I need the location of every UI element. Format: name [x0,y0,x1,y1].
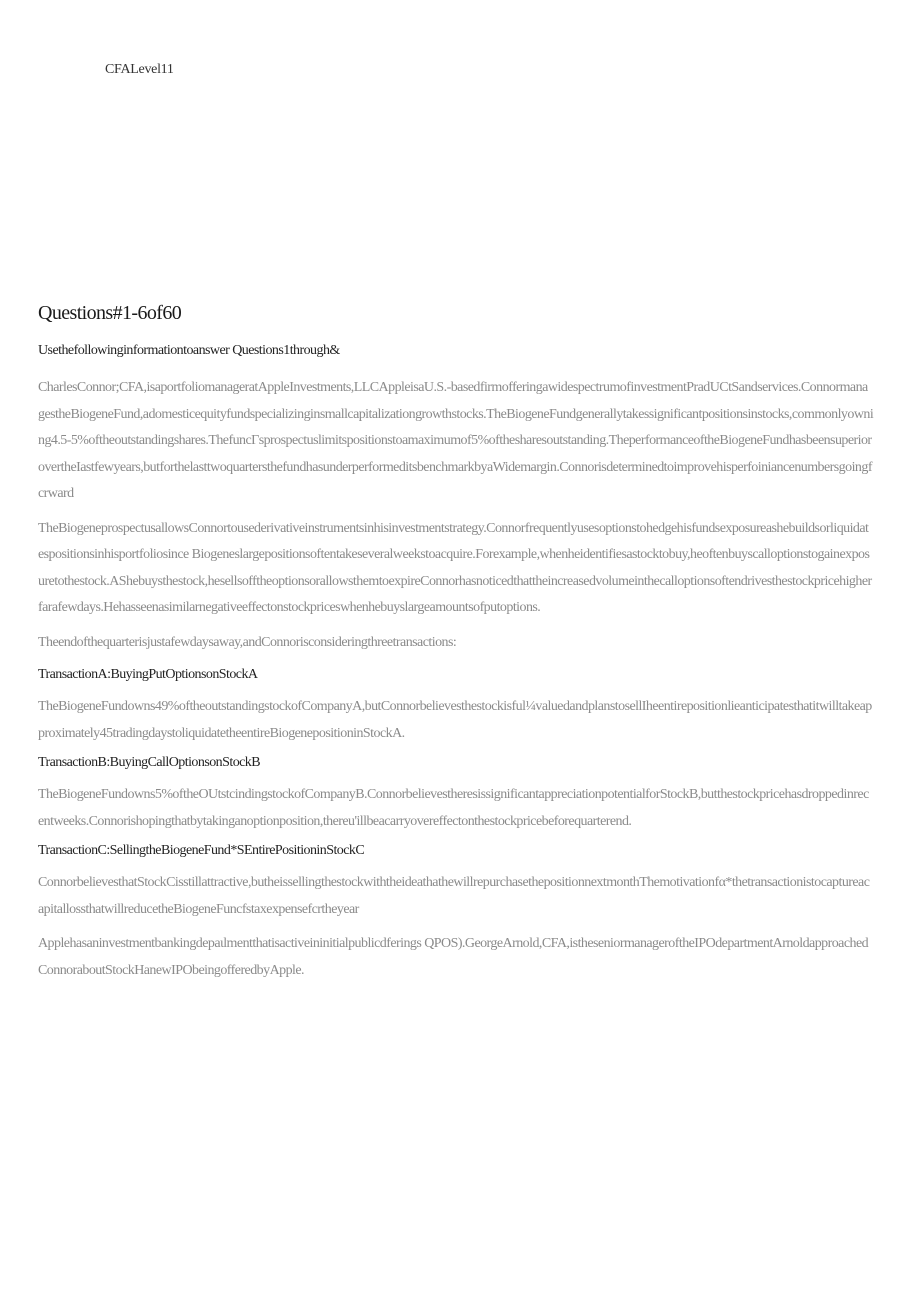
transaction-a-heading: TransactionA:BuyingPutOptionsonStockA [38,667,258,682]
transaction-a-body: TheBiogeneFundowns49%oftheoutstandingstockofCompanyA,butConnorbelievesthestockisful¼valuedandplanstosellIheentirepositionlieanticipatesthatitwilltakeapproximately45tradingdaystoliquidatetheentireBiogenepositioninStockA. [38,699,872,741]
transaction-c-heading: TransactionC:SellingtheBiogeneFund*SEntirePositioninStockC [38,843,365,858]
intro-instruction: Usethefollowinginformationtoanswer Questions1through& [38,343,340,358]
transaction-b-heading: TransactionB:BuyingCallOptionsonStockB [38,755,261,770]
document-body [38,302,874,992]
paragraph-background: CharlesConnor;CFA,isaportfoliomanageratAppleInvestments,LLCAppleisaU.S.-basedfirmofferingawidespectrumofinvestmentPradUCtSandservices.ConnormanagestheBiogeneFund,adomesticequityfundspecializinginsmallcapitalizationgrowthstocks.TheBiogeneFundgenerallytakessignificantpositionsinstocks,commonlyowning4.5-5%oftheoutstandingshares.ThefuncΓsprospectuslimitspositionstoamaximumof5%ofthesharesoutstanding.TheperformanceoftheBiogeneFundhasbeensuperiorovertheIastfewyears,butforthelasttwoquartersthefundhasunderperformeditsbenchmarkbyaWidemargin.Connorisdeterminedtoimprovehisperfoiniancenumbersgoingfcrward [38,380,874,501]
paragraph-derivatives: TheBiogeneprospectusallowsConnortousederivativeinstrumentsinhisinvestmentstrategy.Connorfrequentlyusesoptionstohedgehisfundsexposureashebuildsorliquidatespositionsinhisportfoliosince Biogeneslargepositionsoftentakeseveralweekstoacquire.Forexample,whenheidentifiesastocktobuy,heoftenbuyscalloptionstogainexposuretothestock.AShebuysthestock,hesellsofftheoptionsorallowsthemtoexpireConnorhasnoticedthattheincreasedvolumeinthecalloptionsoftendrivesthestockpricehigherfarafewdays.Hehasseenasimilarnegativeeffectonstockpriceswhenhebuyslargeamountsofputoptions. [38,520,872,615]
paragraph-transactions-intro: Theendofthequarterisjustafewdaysaway,andConnorisconsideringthreetransactions: [38,634,457,650]
transaction-c-body: ConnorbelievesthatStockCisstillattractive,butheissellingthestockwiththeideathathewillrepurchasethepositionnextmonthThemotivationfα*thetransactionistocaptureacapitallossthatwillreducetheBiogeneFuncfstaxexpensefcrtheyear [38,875,870,917]
page-header: CFALevel11 [105,62,174,77]
section-title: Questions#1-6of60 [38,302,182,324]
transaction-b-body: TheBiogeneFundowns5%oftheOUtstcindingstockofCompanyB.ConnorbelievestheresissignificantappreciationpotentialforStockB,butthestockpricehasdroppedinrecentweeks.Connorishopingthatbytakinganoptionposition,thereu'illbeacarryovereffectonthestockpricebeforequarterend. [38,787,869,829]
paragraph-ipo: Applehasaninvestmentbankingdepaιlmentthatisactiveininitialpublicdferings QPOS).GeorgeArnold,CFA,istheseniormanageroftheIPOdepartmentArnoldapproachedConnoraboutStockHanewIPObeingofferedbyApple. [38,936,869,978]
